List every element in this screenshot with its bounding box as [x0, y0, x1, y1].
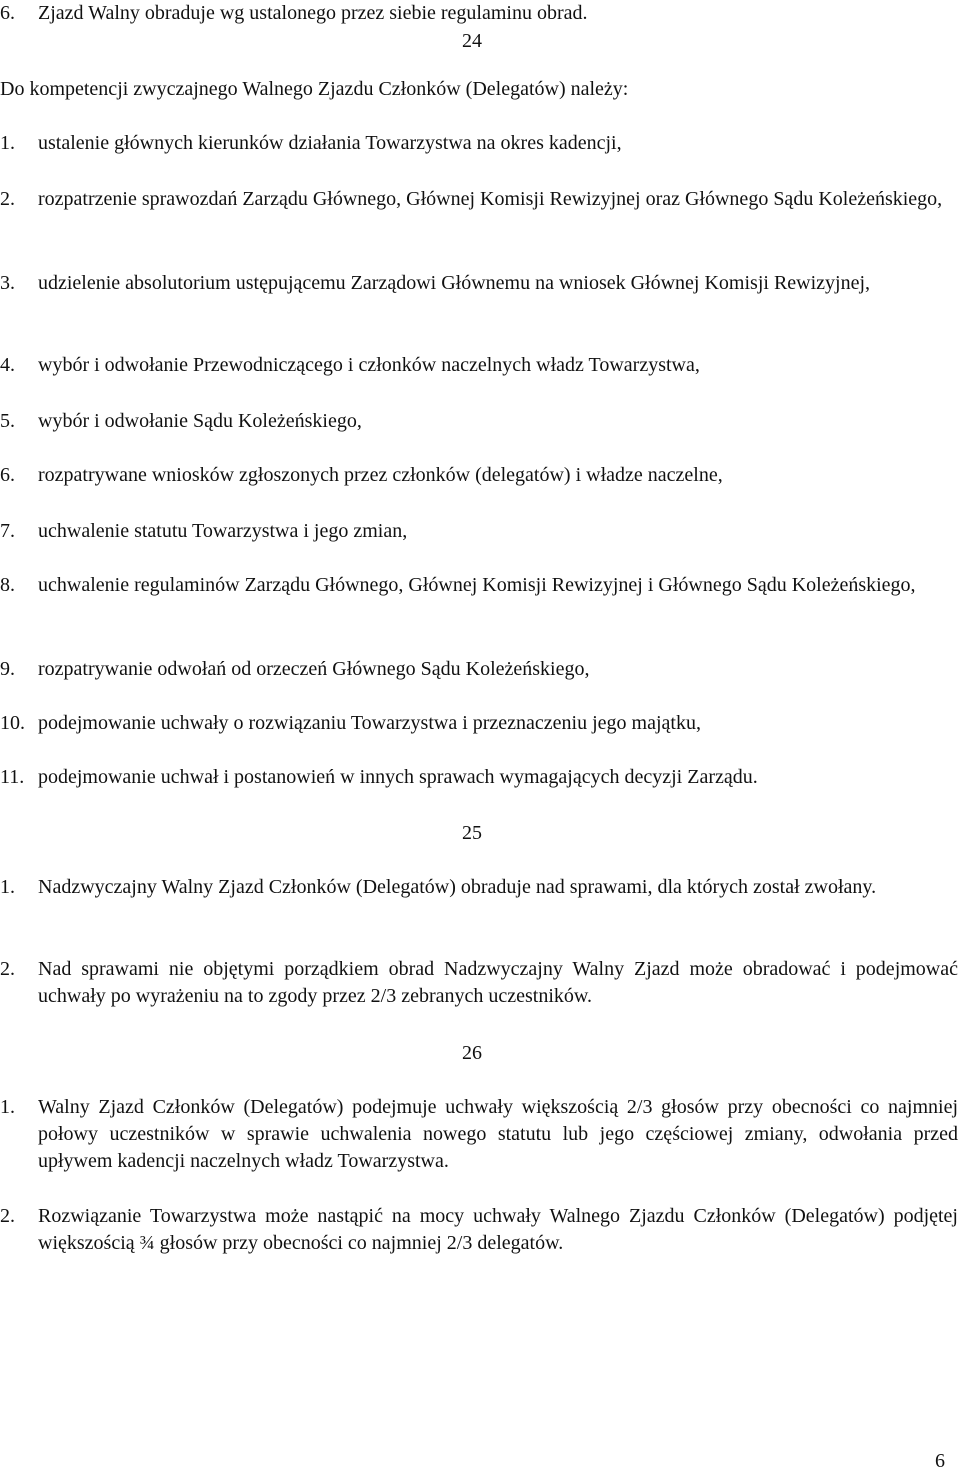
list-item-text: wybór i odwołanie Przewodniczącego i członków naczelnych władz Towarzystwa, [38, 354, 700, 376]
list-item-top-6 [0, 0, 958, 27]
list-item-text: rozpatrzenie sprawozdań Zarządu Głównego, Głównej Komisji Rewizyjnej oraz Głównego Sądu Koleżeńskiego, [38, 188, 943, 210]
list-item [0, 408, 958, 435]
list-item-text: Zjazd Walny obraduje wg ustalonego przez siebie regulaminu obrad. [38, 2, 588, 24]
list-item [0, 130, 958, 157]
list-item-text: uchwalenie regulaminów Zarządu Głównego, Głównej Komisji Rewizyjnej i Głównego Sądu Koleżeńskiego, [38, 574, 916, 596]
list-item [0, 352, 958, 379]
list-item [0, 956, 958, 1010]
list-item-number: 2. [0, 188, 15, 210]
list-item-number: 5. [0, 410, 15, 432]
section-heading-25: 25 [462, 822, 482, 844]
list-item-text: udzielenie absolutorium ustępującemu Zarządowi Głównemu na wniosek Głównej Komisji Rewizyjnej, [38, 272, 871, 294]
list-item-text: ustalenie głównych kierunków działania Towarzystwa na okres kadencji, [38, 132, 622, 154]
list-item-number: 1. [0, 876, 15, 898]
list-item [0, 1094, 958, 1175]
list-item-text: wybór i odwołanie Sądu Koleżeńskiego, [38, 410, 362, 432]
list-item [0, 572, 958, 599]
list-item [0, 1203, 958, 1257]
list-item-text: podejmowanie uchwał i postanowień w innych sprawach wymagających decyzji Zarządu. [38, 766, 758, 788]
list-item-text: Rozwiązanie Towarzystwa może nastąpić na mocy uchwały Walnego Zjazdu Członków (Delegatów) podjętej większością ¾ głosów przy obecności co najmniej 2/3 delegatów. [38, 1205, 958, 1254]
list-item-number: 6. [0, 2, 15, 24]
list-item-text: rozpatrywane wniosków zgłoszonych przez członków (delegatów) i władze naczelne, [38, 464, 723, 486]
list-item-text: uchwalenie statutu Towarzystwa i jego zmian, [38, 520, 408, 542]
list-item-number: 4. [0, 354, 15, 376]
list-item [0, 764, 958, 791]
list-item-number: 7. [0, 520, 15, 542]
list-item-text: Walny Zjazd Członków (Delegatów) podejmuje uchwały większością 2/3 głosów przy obecności co najmniej połowy uczestników w sprawie uchwalenia nowego statutu lub jego częściowej zmiany, odwołania przed upływem kadencji naczelnych władz Towarzystwa. [38, 1096, 958, 1172]
list-item-text: rozpatrywanie odwołań od orzeczeń Głównego Sądu Koleżeńskiego, [38, 658, 590, 680]
list-item-number: 11. [0, 766, 25, 788]
list-item-text: podejmowanie uchwały o rozwiązaniu Towarzystwa i przeznaczeniu jego majątku, [38, 712, 701, 734]
list-item-text: Nad sprawami nie objętymi porządkiem obrad Nadzwyczajny Walny Zjazd może obradować i podejmować uchwały po wyrażeniu na to zgody przez 2/3 zebranych uczestników. [38, 958, 958, 1007]
section-24-intro: Do kompetencji zwyczajnego Walnego Zjazdu Członków (Delegatów) należy: [0, 78, 629, 100]
list-item-number: 2. [0, 958, 15, 980]
list-item [0, 874, 958, 901]
list-item-number: 2. [0, 1205, 15, 1227]
list-item-number: 3. [0, 272, 15, 294]
list-item [0, 186, 958, 213]
list-item [0, 656, 958, 683]
section-heading-24: 24 [462, 30, 482, 52]
list-item [0, 270, 958, 297]
list-item-number: 6. [0, 464, 15, 486]
list-item [0, 462, 958, 489]
section-heading-26: 26 [462, 1042, 482, 1064]
list-item [0, 518, 958, 545]
list-item-number: 9. [0, 658, 15, 680]
list-item-number: 8. [0, 574, 15, 596]
list-item-number: 1. [0, 1096, 15, 1118]
list-item-number: 1. [0, 132, 15, 154]
list-item-number: 10. [0, 712, 25, 734]
list-item-text: Nadzwyczajny Walny Zjazd Członków (Delegatów) obraduje nad sprawami, dla których został zwołany. [38, 876, 877, 898]
list-item [0, 710, 958, 737]
page-number: 6 [935, 1450, 945, 1472]
